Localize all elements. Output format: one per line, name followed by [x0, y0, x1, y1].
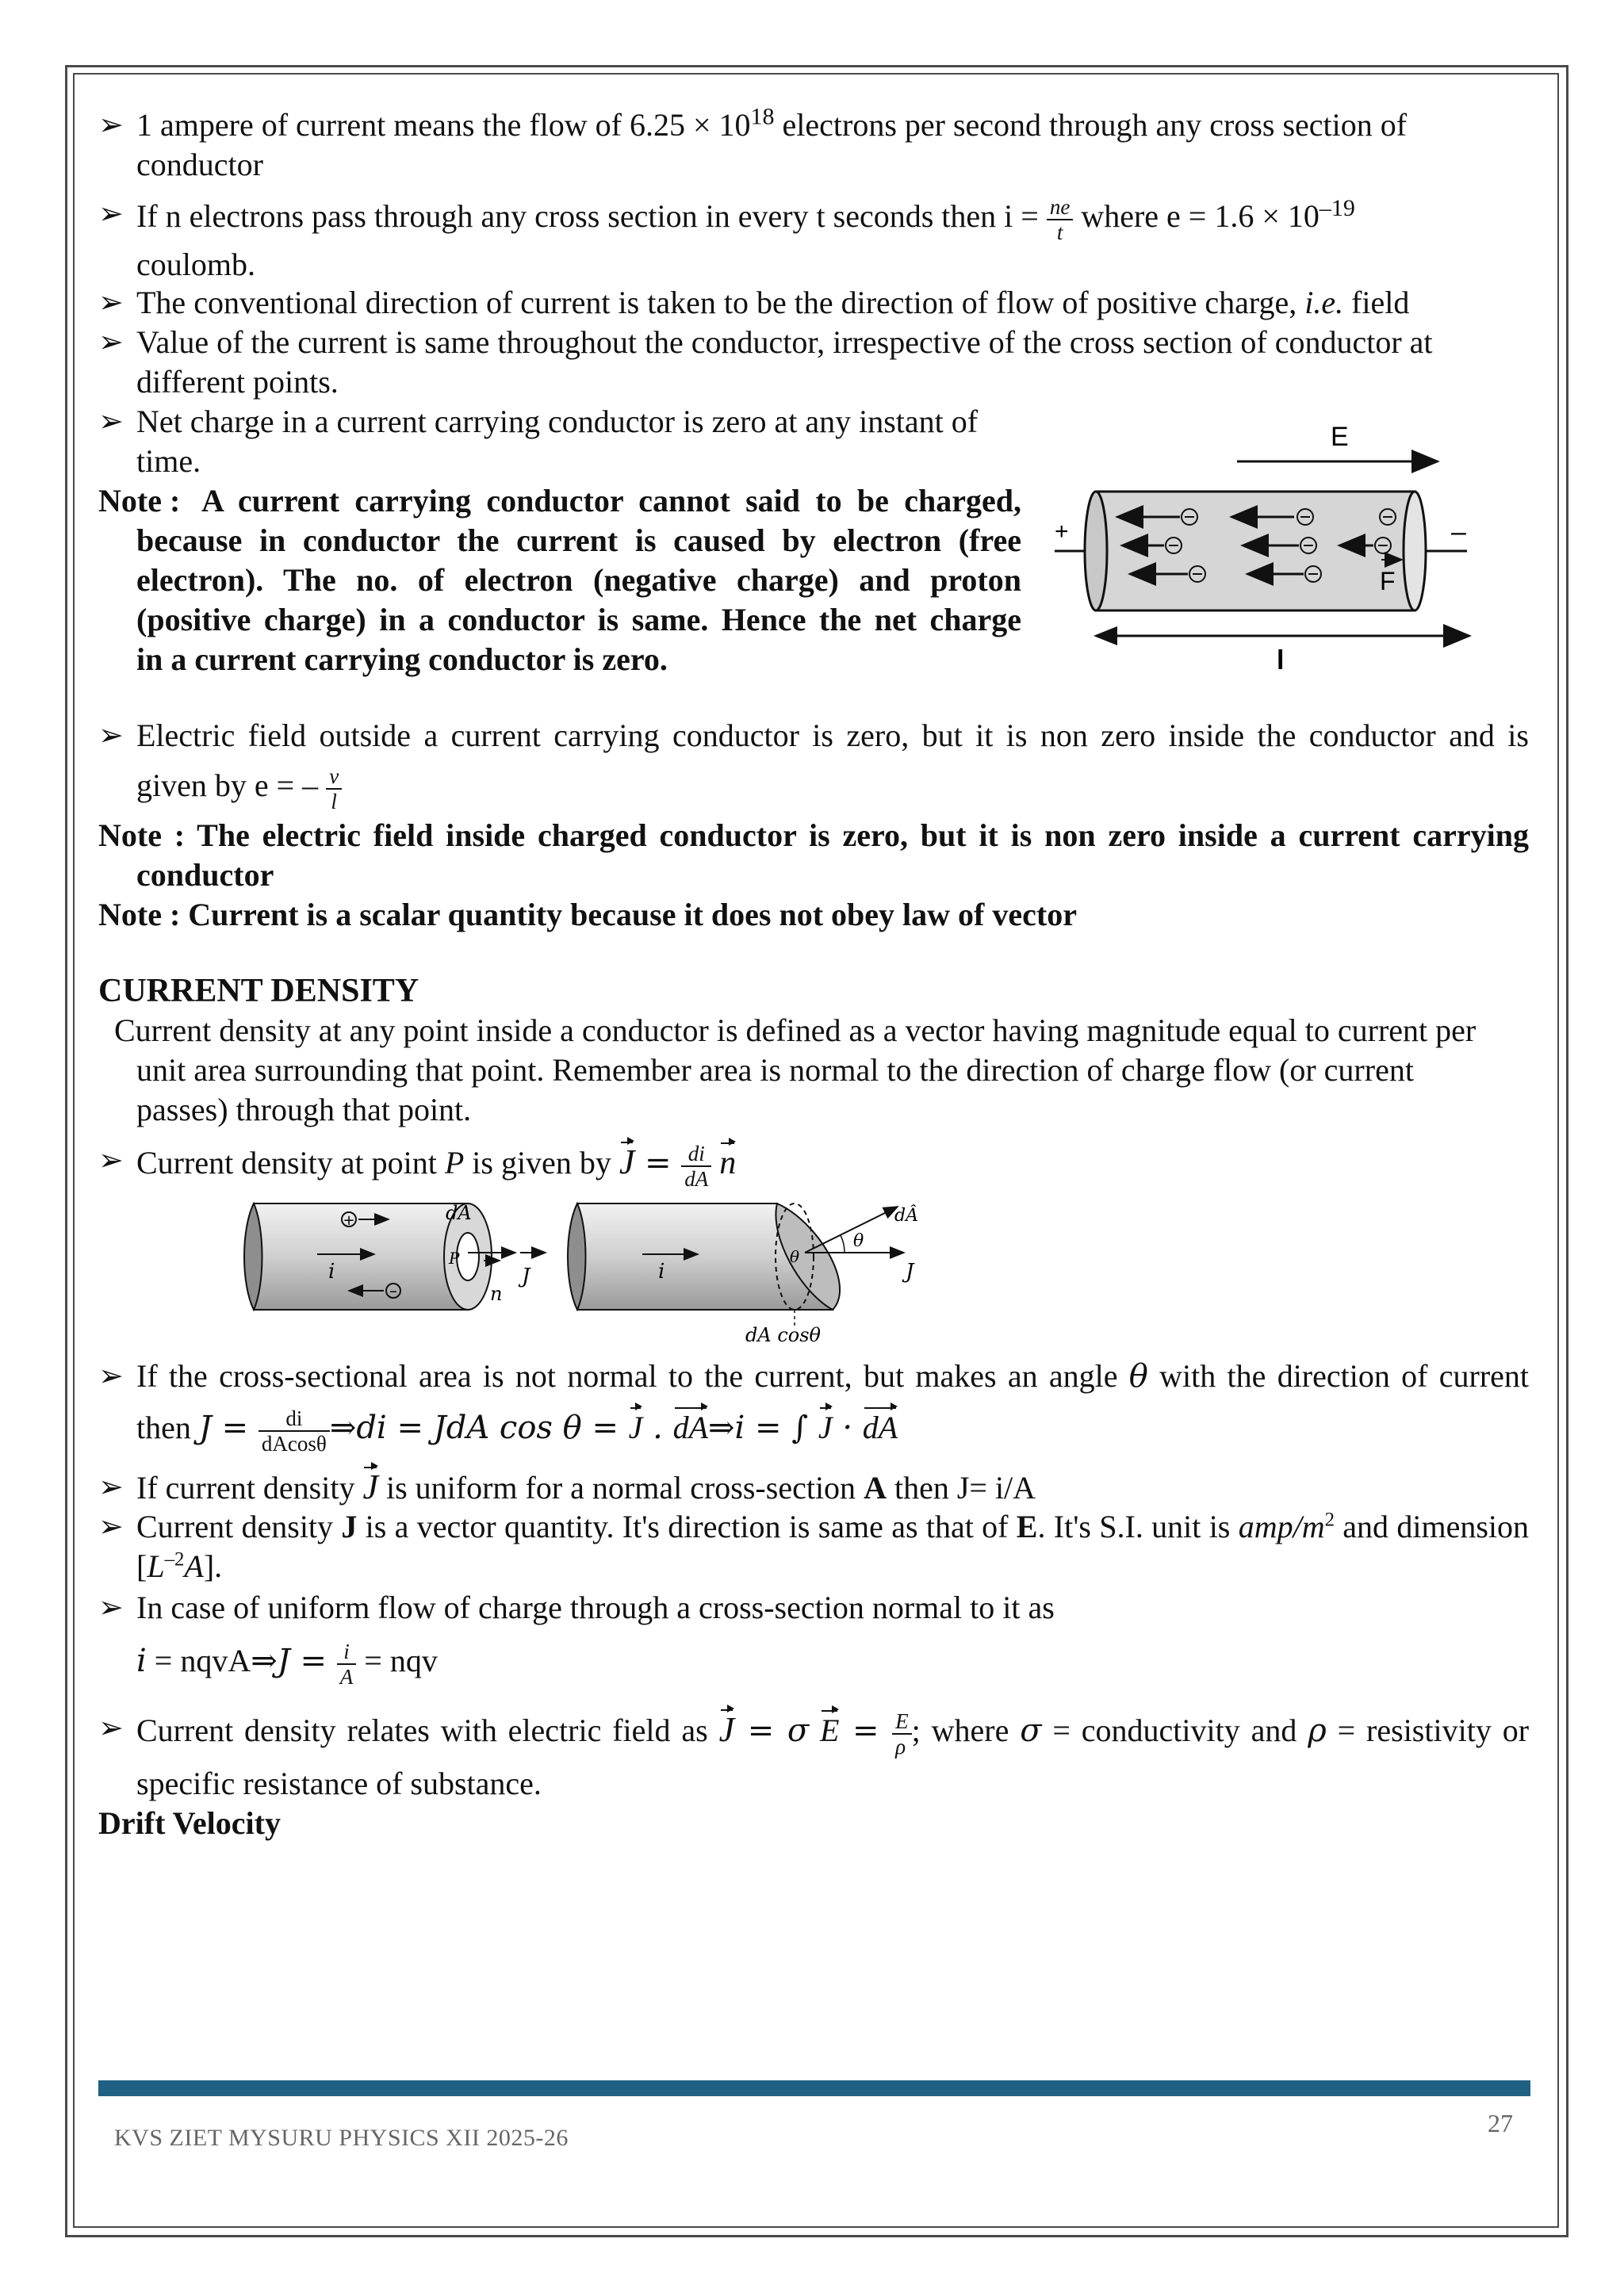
bullet-arrow-icon: ➢ [98, 1144, 124, 1177]
drift-velocity-heading: Drift Velocity [98, 1805, 281, 1841]
cd-bullet-4-text-d: and dimension [1334, 1509, 1530, 1544]
bullet-arrow-icon: ➢ [98, 1591, 124, 1624]
cylinder-2-left-end [568, 1203, 586, 1310]
conductor-right-end [1404, 492, 1426, 610]
dim-exponent: –2 [164, 1548, 185, 1571]
rho: ρ [1308, 1712, 1327, 1750]
si-unit-exponent: 2 [1324, 1509, 1335, 1531]
area-vector-label: dÂ [894, 1206, 918, 1226]
force-label-F: F [1380, 567, 1396, 595]
cd-bullet-3-text-c: then J= i/A [886, 1470, 1036, 1506]
note-1-line-3: electron). The no. of electron (negative charge) and proton [136, 562, 1021, 598]
bullet-1-continuation: conductor [136, 147, 263, 182]
vector-J: J [628, 1410, 643, 1446]
dim-L: L [147, 1548, 165, 1584]
note-1-line-4: (positive charge) in a conductor is same. Hence the net charge [136, 602, 1021, 637]
bullet-arrow-icon: ➢ [98, 1712, 124, 1745]
note-2-line-2: conductor [136, 857, 274, 893]
equals: = [289, 1643, 337, 1680]
note-3: Note : Current is a scalar quantity because it does not obey law of vector [98, 897, 1077, 932]
fraction-di-over-dA [681, 1142, 711, 1191]
bullet-6-text: Electric field outside a current carrying conductor is zero, but it is non zero inside the conductor and is [136, 718, 1529, 753]
vector-E: E [820, 1712, 840, 1749]
cd-bullet-1-text: Current density at point [136, 1145, 445, 1181]
angle-label-theta: θ [853, 1231, 864, 1251]
bold-J: J [341, 1509, 358, 1544]
bullet-5-continuation: time. [136, 443, 201, 479]
bullet-1 [136, 103, 1408, 144]
bullet-6-continuation [136, 764, 342, 813]
bullet-arrow-icon: ➢ [98, 1471, 124, 1504]
fraction-denominator: dAcosθ [261, 1432, 327, 1456]
cd-bullet-4-text-b: is a vector quantity. It's direction is same as that of [357, 1509, 1017, 1544]
fraction-denominator: l [331, 790, 337, 813]
cd-bullet-2 [136, 1357, 1529, 1395]
footer-bar [98, 2080, 1530, 2096]
sigma: σ [787, 1712, 810, 1750]
fraction-i-over-A [337, 1640, 357, 1689]
cd-bullet-4-text-c: . It's S.I. unit is [1037, 1509, 1239, 1544]
vector-dA: dA [862, 1410, 898, 1446]
cd-bullet-1-text-b: is given by [464, 1145, 619, 1181]
bullet-3-italic: i.e. [1304, 285, 1344, 320]
field-label-E: E [1331, 422, 1349, 452]
conductor-electron-diagram [1047, 412, 1491, 682]
cd-bullet-4-text-a: Current density [136, 1509, 342, 1544]
fraction-numerator: v [326, 764, 342, 790]
fraction-v-over-l [326, 764, 342, 813]
equals: = [839, 1712, 893, 1750]
vector-dA: dA [672, 1410, 709, 1446]
equals: = [734, 1712, 787, 1750]
area-label-dA: dA [446, 1202, 472, 1224]
note-1-line-1: A current carrying conductor cannot said to be charged, [201, 483, 1021, 519]
cd-bullet-3-text-b: is uniform for a normal cross-section [377, 1470, 864, 1506]
bullet-2-continuation: coulomb. [136, 247, 255, 282]
vector-J: J [818, 1410, 833, 1446]
bullet-arrow-icon: ➢ [98, 197, 124, 231]
vector-J: J [619, 1142, 635, 1182]
bracket-open: [ [136, 1548, 147, 1584]
bullet-5-text: Net charge in a current carrying conductor is zero at any instant of [136, 404, 979, 439]
vector-J: J [362, 1468, 378, 1506]
equation-part-c: = nqv [356, 1643, 438, 1679]
fraction-denominator: dA [684, 1167, 709, 1191]
bullet-2 [136, 195, 1355, 244]
bullet-2-text-b: where e = 1.6 × 10 [1073, 198, 1320, 235]
equation-part-b: ⇒i = ∫ [708, 1410, 818, 1447]
cd-bullet-3 [136, 1468, 1036, 1507]
current-label-i: i [328, 1260, 335, 1284]
fraction-denominator: t [1056, 220, 1063, 244]
current-density-label-J-2: J [906, 1260, 914, 1284]
footer-text: KVS ZIET MYSURU PHYSICS XII 2025-26 [114, 2125, 569, 2151]
bullet-1-exponent: 18 [750, 103, 775, 130]
dot-operator: . [642, 1410, 673, 1447]
positive-terminal: + [1055, 519, 1069, 545]
projected-area-label: dA cosθ [745, 1324, 821, 1346]
conductor-body [1096, 492, 1415, 610]
bullet-3-text: The conventional direction of current is taken to be the direction of flow of positive charge, [136, 285, 1305, 320]
note-2-line-1: Note : The electric field inside charged conductor is zero, but it is non zero inside a current carrying [98, 817, 1529, 853]
cd-bullet-6-continuation: specific resistance of substance. [136, 1766, 542, 1801]
cd-bullet-3-text-a: If current density [136, 1470, 363, 1506]
bullet-arrow-icon: ➢ [98, 1510, 124, 1544]
theta: θ [1128, 1358, 1148, 1395]
bullet-arrow-icon: ➢ [98, 109, 124, 142]
definition-line-1: Current density at any point inside a conductor is defined as a vector having magnitude equal to current per [114, 1012, 1477, 1048]
cd-bullet-2-text: If the cross-sectional area is not normal to the current, but makes an angle [136, 1358, 1129, 1394]
cd-bullet-6-text-a: Current density relates with electric field as [136, 1712, 719, 1749]
bullet-2-text-a: If n electrons pass through any cross section in every t seconds then i = [136, 198, 1047, 235]
fraction-di-over-dAcos [259, 1406, 330, 1456]
bullet-3 [136, 284, 1409, 322]
cd-bullet-6-text-b: ; where [911, 1712, 1021, 1749]
point-label-P: P [449, 1249, 460, 1268]
bullet-1-text-b: electrons per second through any cross section of [774, 107, 1408, 143]
cd-bullet-5-equation [136, 1640, 438, 1689]
conductor-left-end [1085, 492, 1107, 610]
fraction-numerator: di [259, 1406, 330, 1432]
bullet-4-continuation: different points. [136, 364, 339, 400]
current-density-diagram [230, 1189, 952, 1348]
vector-n: n [719, 1145, 737, 1182]
sigma: σ [1020, 1712, 1042, 1750]
current-label-i-2: i [658, 1260, 665, 1284]
equals: = [634, 1145, 682, 1182]
J-symbol: J [198, 1410, 212, 1447]
equals: = [211, 1410, 259, 1447]
bullet-arrow-icon: ➢ [98, 286, 124, 320]
note-1-line-2: because in conductor the current is caused by electron (free [136, 522, 1021, 558]
cd-bullet-6-text-d: = resistivity or [1326, 1712, 1530, 1749]
angle-label-theta-2: θ [790, 1247, 800, 1266]
fraction-denominator: A [339, 1665, 354, 1689]
point-P: P [444, 1145, 465, 1181]
cd-bullet-2-equation [136, 1406, 898, 1456]
fraction-numerator: di [681, 1142, 711, 1167]
cd-bullet-6-text-c: = conductivity and [1041, 1712, 1308, 1749]
dim-A: A [184, 1548, 204, 1584]
bold-E: E [1016, 1509, 1038, 1544]
page-number: 27 [1488, 2109, 1513, 2137]
cd-bullet-2-text-b: with the direction of current [1147, 1358, 1530, 1394]
note-1-label: Note : [98, 483, 181, 519]
fraction-numerator: ne [1047, 195, 1073, 220]
negative-terminal: – [1451, 517, 1466, 547]
cd-bullet-4-dimension [136, 1548, 222, 1586]
equation-part-a: ⇒di = JdA cos θ = [329, 1410, 629, 1447]
note-1-line-5: in a current carrying conductor is zero. [136, 641, 668, 677]
current-density-label-J: J [522, 1265, 530, 1288]
si-unit: amp/m [1238, 1509, 1325, 1544]
fraction-denominator: ρ [895, 1735, 906, 1758]
section-heading-current-density: CURRENT DENSITY [98, 973, 419, 1009]
negative-charge-sign: – [389, 1281, 397, 1300]
bracket-close: ]. [203, 1548, 223, 1584]
bullet-6-cont-text: given by e = – [136, 767, 327, 804]
definition-line-2: unit area surrounding that point. Remember area is normal to the direction of charge flow (or current [136, 1052, 1414, 1088]
length-label-l: l [1277, 645, 1285, 675]
normal-label-n: n [490, 1283, 503, 1305]
definition-line-3: passes) through that point. [136, 1092, 472, 1127]
fraction-numerator: E [892, 1709, 912, 1735]
cd-bullet-4 [136, 1508, 1529, 1546]
positive-charge-sign: + [343, 1212, 355, 1229]
fraction-numerator: i [337, 1640, 357, 1665]
bullet-arrow-icon: ➢ [98, 405, 124, 438]
cd-bullet-1 [136, 1142, 736, 1191]
cd-bullet-5-text: In case of uniform flow of charge through a cross-section normal to it as [136, 1590, 1055, 1625]
cd-bullet-6 [136, 1709, 1529, 1758]
bullet-4-text: Value of the current is same throughout the conductor, irrespective of the cross section of conductor at [136, 324, 1433, 360]
area-element-dA [457, 1233, 479, 1280]
dot-operator: · [832, 1410, 863, 1447]
bullet-arrow-icon: ➢ [98, 326, 124, 359]
fraction-ne-over-t [1047, 195, 1073, 244]
bullet-2-exponent: –19 [1319, 194, 1355, 221]
vector-J: J [718, 1710, 735, 1750]
bullet-arrow-icon: ➢ [98, 1360, 124, 1393]
bullet-3-text-end: field [1343, 285, 1410, 320]
then-word: then [136, 1410, 199, 1446]
J-symbol: J [277, 1643, 290, 1680]
i-symbol: i [136, 1643, 147, 1680]
area-A: A [864, 1470, 887, 1506]
fraction-E-over-rho [892, 1709, 912, 1758]
bullet-1-text-a: 1 ampere of current means the flow of 6.25 × 10 [136, 107, 751, 143]
bullet-arrow-icon: ➢ [98, 719, 124, 752]
cylinder-1-left-end [244, 1203, 262, 1310]
equation-part-a: = nqvA⇒ [146, 1643, 278, 1679]
